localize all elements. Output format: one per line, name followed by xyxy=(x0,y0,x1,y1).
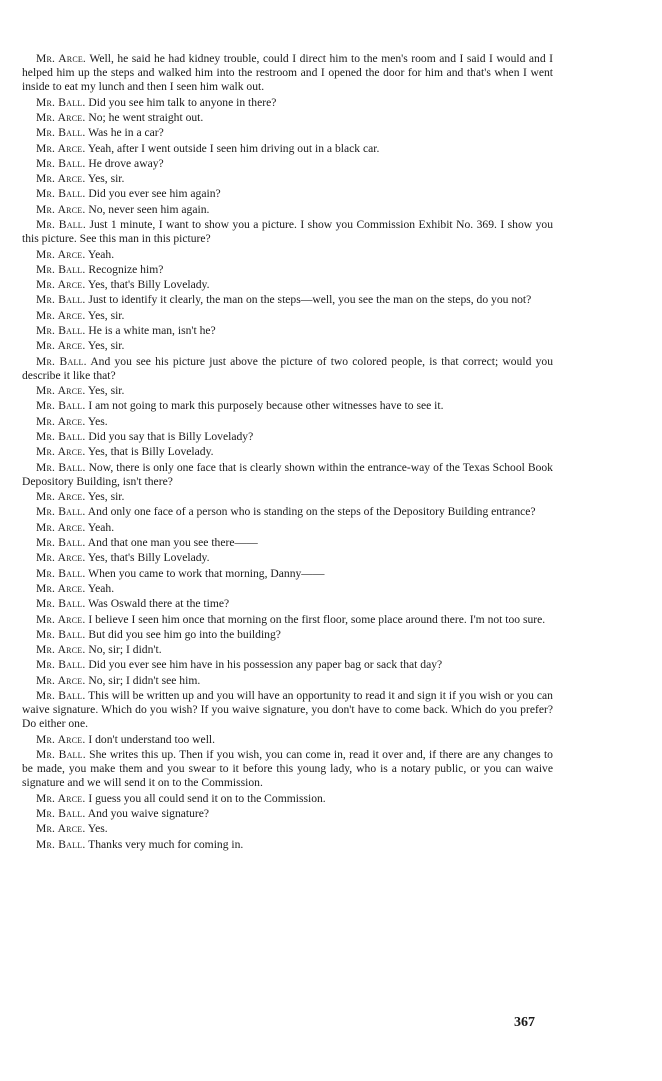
speaker-label: Mr. Arce. xyxy=(36,581,86,595)
utterance-text: But did you see him go into the building? xyxy=(88,627,281,641)
speaker-label: Mr. Ball. xyxy=(36,187,86,201)
transcript-paragraph xyxy=(22,628,553,642)
speaker-label: Mr. Arce. xyxy=(36,308,86,322)
transcript-paragraph xyxy=(22,324,553,338)
utterance-text: Yes, that is Billy Lovelady. xyxy=(87,445,214,459)
transcript-paragraph xyxy=(22,674,553,688)
speaker-label: Mr. Ball. xyxy=(36,837,86,851)
speaker-label: Mr. Ball. xyxy=(36,430,86,444)
transcript-paragraph xyxy=(22,142,553,156)
speaker-label: Mr. Ball. xyxy=(36,399,86,413)
transcript-body xyxy=(22,52,553,853)
speaker-label: Mr. Ball. xyxy=(36,460,86,474)
speaker-label: Mr. Arce. xyxy=(36,52,87,65)
utterance-text: Thanks very much for coming in. xyxy=(88,837,244,851)
transcript-paragraph xyxy=(22,248,553,262)
speaker-label: Mr. Arce. xyxy=(36,202,86,216)
speaker-label: Mr. Arce. xyxy=(36,111,86,124)
speaker-label: Mr. Arce. xyxy=(36,673,86,687)
transcript-paragraph xyxy=(22,399,553,413)
utterance-text: Just to identify it clearly, the man on the steps—well, you see the man on the steps, do you not? xyxy=(88,293,532,307)
utterance-text: He drove away? xyxy=(88,156,164,170)
transcript-paragraph xyxy=(22,613,553,627)
speaker-label: Mr. Ball. xyxy=(36,807,86,820)
utterance-text: I guess you all could send it on to the Commission. xyxy=(88,791,326,805)
speaker-label: Mr. Arce. xyxy=(36,822,86,836)
transcript-paragraph xyxy=(22,643,553,657)
speaker-label: Mr. Arce. xyxy=(36,247,86,261)
utterance-text: And you waive signature? xyxy=(87,807,210,820)
utterance-text: Just 1 minute, I want to show you a picture. I show you Commission Exhibit No. 369. I show you this picture. See this man in this picture? xyxy=(22,218,553,246)
transcript-paragraph xyxy=(22,445,553,459)
transcript-paragraph xyxy=(22,157,553,171)
speaker-label: Mr. Ball. xyxy=(36,505,86,519)
utterance-text: And only one face of a person who is standing on the steps of the Depository Building entrance? xyxy=(87,505,536,519)
speaker-label: Mr. Ball. xyxy=(36,324,86,338)
transcript-paragraph xyxy=(22,126,553,140)
utterance-text: Yes. xyxy=(87,414,108,428)
utterance-text: Did you ever see him have in his possession any paper bag or sack that day? xyxy=(88,658,443,672)
speaker-label: Mr. Arce. xyxy=(36,551,86,565)
transcript-paragraph xyxy=(22,96,553,110)
transcript-paragraph xyxy=(22,792,553,806)
speaker-label: Mr. Ball. xyxy=(36,748,86,761)
utterance-text: No, sir; I didn't. xyxy=(88,643,162,657)
utterance-text: Yes, sir. xyxy=(87,339,125,353)
speaker-label: Mr. Ball. xyxy=(36,95,86,109)
utterance-text: Now, there is only one face that is clearly shown within the entrance-way of the Texas School Book Depository Building, isn't there? xyxy=(22,460,553,488)
utterance-text: Did you ever see him again? xyxy=(88,187,221,201)
transcript-paragraph xyxy=(22,536,553,550)
speaker-label: Mr. Ball. xyxy=(36,262,86,276)
utterance-text: Yeah, after I went outside I seen him driving out in a black car. xyxy=(87,141,380,155)
speaker-label: Mr. Ball. xyxy=(36,218,86,232)
transcript-paragraph xyxy=(22,172,553,186)
speaker-label: Mr. Ball. xyxy=(36,627,86,641)
transcript-paragraph xyxy=(22,309,553,323)
speaker-label: Mr. Arce. xyxy=(36,732,86,746)
transcript-paragraph xyxy=(22,689,553,732)
utterance-text: He is a white man, isn't he? xyxy=(88,324,216,338)
transcript-paragraph xyxy=(22,461,553,489)
transcript-paragraph xyxy=(22,430,553,444)
utterance-text: She writes this up. Then if you wish, you can come in, read it over and, if there are any changes to be made, you make them and you swear to it before this young lady, who is a notary public, or you can waive signature and we will send it on to the Commission. xyxy=(22,748,553,790)
transcript-paragraph xyxy=(22,551,553,565)
transcript-paragraph xyxy=(22,384,553,398)
utterance-text: Yes, that's Billy Lovelady. xyxy=(87,278,210,292)
transcript-paragraph xyxy=(22,567,553,581)
transcript-paragraph xyxy=(22,822,553,836)
transcript-paragraph xyxy=(22,505,553,519)
speaker-label: Mr. Arce. xyxy=(36,414,86,428)
transcript-paragraph xyxy=(22,293,553,307)
utterance-text: And that one man you see there—— xyxy=(87,536,258,550)
transcript-paragraph xyxy=(22,278,553,292)
transcript-paragraph xyxy=(22,339,553,353)
transcript-paragraph xyxy=(22,490,553,504)
utterance-text: When you came to work that morning, Danny—— xyxy=(88,566,325,580)
utterance-text: Yeah. xyxy=(87,520,115,534)
speaker-label: Mr. Ball. xyxy=(36,293,86,307)
transcript-paragraph xyxy=(22,838,553,852)
transcript-paragraph xyxy=(22,187,553,201)
speaker-label: Mr. Arce. xyxy=(36,520,86,534)
speaker-label: Mr. Ball. xyxy=(36,156,86,170)
speaker-label: Mr. Arce. xyxy=(36,791,86,805)
speaker-label: Mr. Ball. xyxy=(36,354,87,368)
speaker-label: Mr. Ball. xyxy=(36,126,86,140)
utterance-text: I believe I seen him once that morning on the first floor, some place around there. I'm not too sure. xyxy=(88,612,546,626)
speaker-label: Mr. Arce. xyxy=(36,278,86,292)
transcript-paragraph xyxy=(22,521,553,535)
speaker-label: Mr. Arce. xyxy=(36,643,86,657)
speaker-label: Mr. Arce. xyxy=(36,490,86,504)
transcript-paragraph xyxy=(22,658,553,672)
speaker-label: Mr. Ball. xyxy=(36,658,86,672)
page-number: 367 xyxy=(514,1015,535,1030)
speaker-label: Mr. Ball. xyxy=(36,689,86,702)
transcript-paragraph xyxy=(22,52,553,95)
speaker-label: Mr. Arce. xyxy=(36,612,86,626)
transcript-paragraph xyxy=(22,807,553,821)
speaker-label: Mr. Arce. xyxy=(36,172,86,186)
speaker-label: Mr. Ball. xyxy=(36,597,86,611)
utterance-text: Yeah. xyxy=(87,247,115,261)
speaker-label: Mr. Arce. xyxy=(36,339,86,353)
transcript-paragraph xyxy=(22,355,553,383)
transcript-paragraph xyxy=(22,597,553,611)
utterance-text: Well, he said he had kidney trouble, could I direct him to the men's room and I said I would and I helped him up the steps and walked him into the restroom and I opened the door for him and that's when I went inside to eat my lunch and then I seen him walk out. xyxy=(22,52,553,94)
utterance-text: Yes, that's Billy Lovelady. xyxy=(87,551,210,565)
speaker-label: Mr. Arce. xyxy=(36,445,86,459)
utterance-text: I don't understand too well. xyxy=(88,732,216,746)
utterance-text: And you see his picture just above the picture of two colored people, is that correct; would you describe it like that? xyxy=(22,354,553,382)
transcript-paragraph xyxy=(22,218,553,246)
utterance-text: Yeah. xyxy=(87,581,115,595)
utterance-text: Yes, sir. xyxy=(87,490,125,504)
utterance-text: Yes, sir. xyxy=(87,172,125,186)
speaker-label: Mr. Ball. xyxy=(36,536,86,550)
transcript-paragraph xyxy=(22,203,553,217)
utterance-text: This will be written up and you will have an opportunity to read it and sign it if you wish or you can waive signature. Which do you wish? If you waive signature, you don't have to come back. Which do you prefer? Do either one. xyxy=(22,689,553,731)
transcript-paragraph xyxy=(22,748,553,791)
transcript-paragraph xyxy=(22,582,553,596)
transcript-paragraph xyxy=(22,733,553,747)
utterance-text: Did you say that is Billy Lovelady? xyxy=(88,430,254,444)
utterance-text: No, never seen him again. xyxy=(88,202,210,216)
utterance-text: Recognize him? xyxy=(88,262,164,276)
speaker-label: Mr. Arce. xyxy=(36,141,86,155)
utterance-text: No; he went straight out. xyxy=(88,111,204,124)
transcript-paragraph xyxy=(22,263,553,277)
transcript-paragraph xyxy=(22,111,553,125)
speaker-label: Mr. Arce. xyxy=(36,384,86,398)
utterance-text: I am not going to mark this purposely because other witnesses have to see it. xyxy=(88,399,444,413)
utterance-text: Did you see him talk to anyone in there? xyxy=(88,95,277,109)
utterance-text: Was he in a car? xyxy=(88,126,164,140)
utterance-text: No, sir; I didn't see him. xyxy=(88,673,201,687)
utterance-text: Yes. xyxy=(87,822,108,836)
utterance-text: Yes, sir. xyxy=(87,308,125,322)
speaker-label: Mr. Ball. xyxy=(36,566,86,580)
transcript-paragraph xyxy=(22,415,553,429)
utterance-text: Yes, sir. xyxy=(87,384,125,398)
utterance-text: Was Oswald there at the time? xyxy=(88,597,230,611)
